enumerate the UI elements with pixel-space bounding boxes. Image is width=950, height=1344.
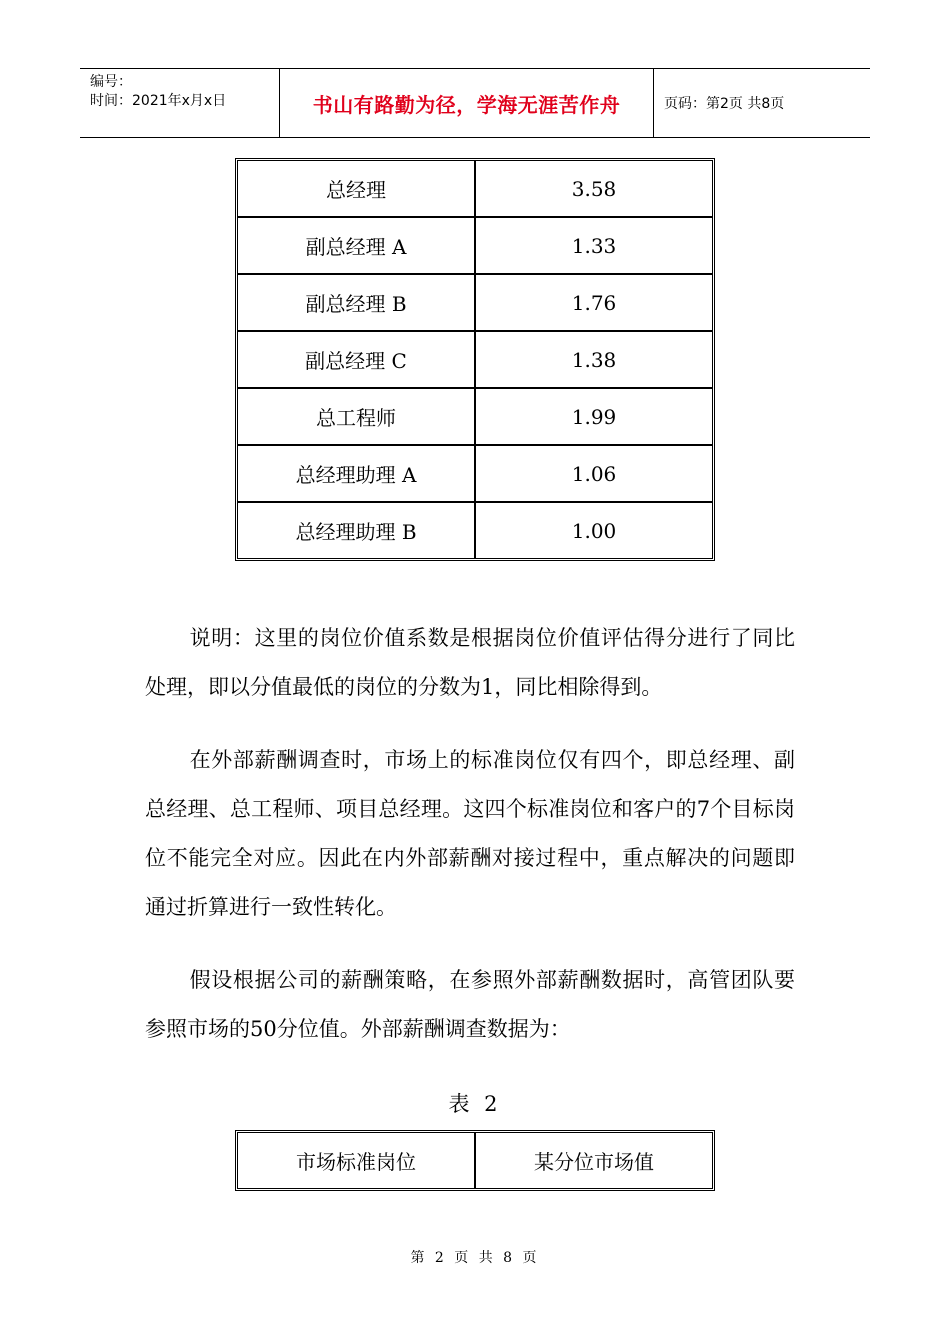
position-cell: 副总经理 C (305, 349, 407, 373)
page-header (80, 68, 870, 138)
coefficient-cell: 1.06 (474, 446, 712, 501)
table-row (238, 330, 712, 387)
coefficient-cell: 1.33 (474, 218, 712, 273)
paragraph-survey: 在外部薪酬调查时，市场上的标准岗位仅有四个，即总经理、副总经理、总工程师、项目总经理。这四个标准岗位和客户的7个目标岗位不能完全对应。因此在内外部薪酬对接过程中，重点解决的问题即通过折算进行一致性转化。 (145, 748, 795, 919)
table2-caption: 表 2 (448, 1092, 502, 1116)
coefficient-cell: 1.76 (474, 275, 712, 330)
table-row (238, 444, 712, 501)
coefficient-cell: 1.00 (474, 503, 712, 558)
header-cell: 市场标准岗位 (296, 1150, 416, 1174)
page-footer: 第 2 页 共 8 页 (410, 1250, 540, 1266)
number-label: 编号： (90, 74, 132, 90)
header-left-cell (80, 69, 280, 137)
table-row (238, 387, 712, 444)
time-label: 时间：2021年x月x日 (90, 93, 227, 109)
header-cell: 某分位市场值 (474, 1133, 712, 1188)
position-cell: 总工程师 (316, 406, 396, 430)
market-table (235, 1130, 715, 1191)
header-page-label: 页码：第2页 共8页 (664, 96, 785, 112)
table-row (238, 273, 712, 330)
position-cell: 总经理助理 B (295, 520, 417, 544)
coefficient-cell: 1.38 (474, 332, 712, 387)
table-row (238, 501, 712, 558)
table-row (238, 216, 712, 273)
coefficient-cell: 3.58 (474, 161, 712, 216)
position-cell: 总经理助理 A (295, 463, 417, 487)
header-slogan: 书山有路勤为径，学海无涯苦作舟 (280, 69, 654, 137)
position-cell: 副总经理 A (305, 235, 407, 259)
position-cell: 副总经理 B (305, 292, 407, 316)
paragraph-explanation: 说明：这里的岗位价值系数是根据岗位价值评估得分进行了同比处理，即以分值最低的岗位的分数为1，同比相除得到。 (145, 626, 795, 699)
paragraph-strategy: 假设根据公司的薪酬策略，在参照外部薪酬数据时，高管团队要参照市场的50分位值。外部薪酬调查数据为： (145, 968, 795, 1041)
coefficient-cell: 1.99 (474, 389, 712, 444)
position-cell: 总经理 (326, 178, 386, 202)
table-header-row (238, 1133, 712, 1188)
coefficient-table (235, 158, 715, 561)
table-row (238, 161, 712, 216)
